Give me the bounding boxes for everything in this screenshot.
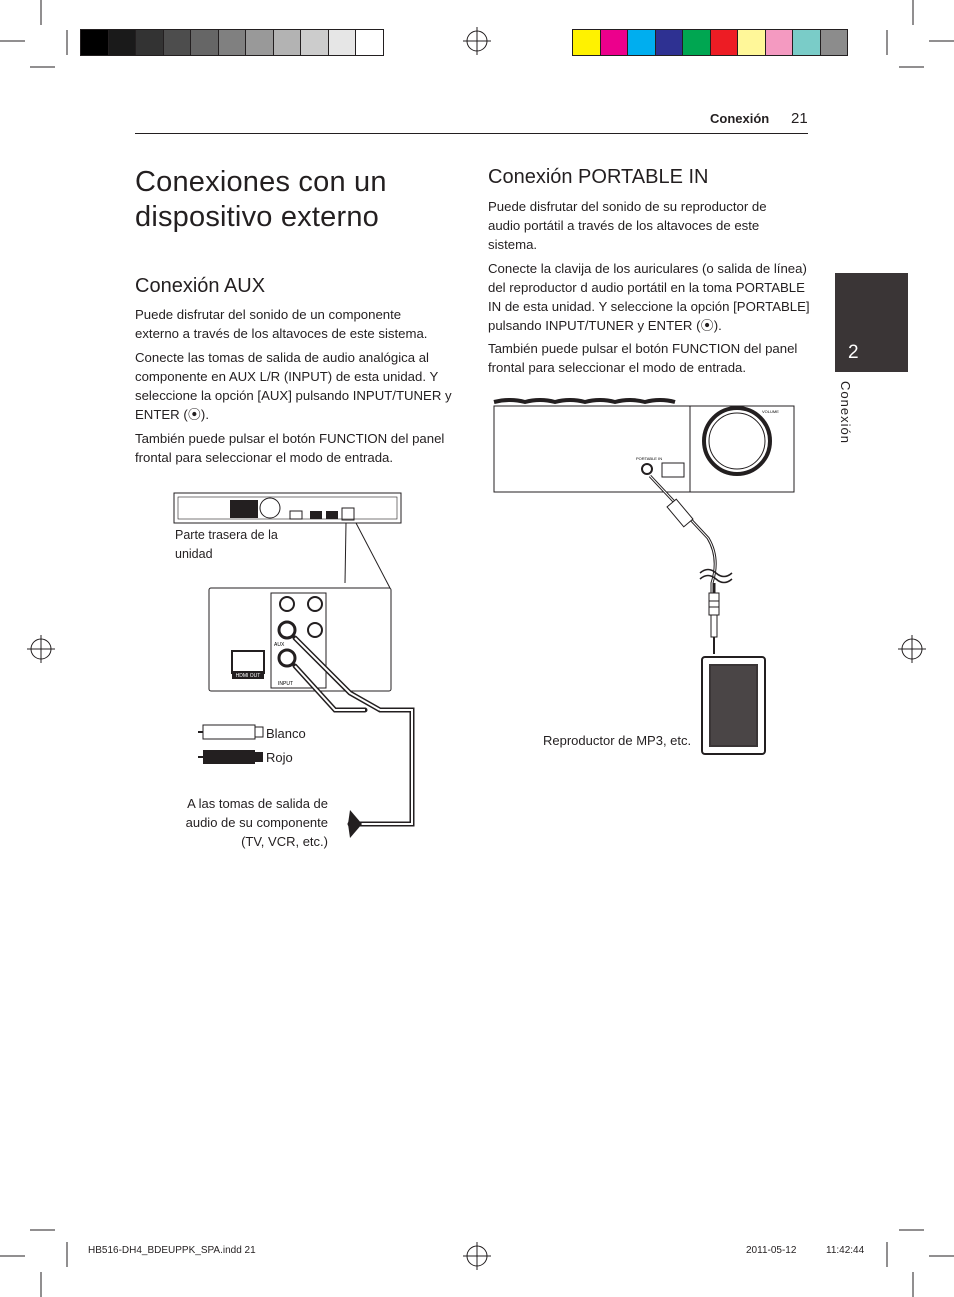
arrow-left-icon bbox=[348, 810, 362, 838]
hdmi-label: HDMI OUT bbox=[235, 673, 261, 679]
color-swatch bbox=[163, 29, 192, 56]
color-swatch bbox=[80, 29, 109, 56]
chapter-tab bbox=[835, 273, 908, 372]
portable-paragraph-3: También puede pulsar el botón FUNCTION del panel frontal para seleccionar el modo de entrada. bbox=[488, 341, 798, 375]
aux-paragraph-2: Conecte las tomas de salida de audio analógica al componente en AUX L/R (INPUT) de esta unidad. Y seleccione la opción [AUX] pulsando INPUT/TUNER y ENTER (⦿). bbox=[135, 350, 452, 422]
rear-panel-label: Parte trasera de la unidad bbox=[175, 528, 278, 561]
color-swatch bbox=[600, 29, 629, 56]
portable-connection-diagram bbox=[490, 398, 800, 758]
color-swatch bbox=[355, 29, 384, 56]
portable-heading: Conexión PORTABLE IN bbox=[488, 166, 709, 188]
volume-label: VOLUME bbox=[762, 409, 779, 414]
color-swatch bbox=[328, 29, 357, 56]
speaker-terminals bbox=[230, 500, 258, 518]
color-swatch bbox=[218, 29, 247, 56]
portable-in-label: PORTABLE IN bbox=[636, 456, 663, 461]
color-swatch bbox=[682, 29, 711, 56]
color-swatch bbox=[190, 29, 219, 56]
footer-time: 11:42:44 bbox=[826, 1245, 865, 1256]
unit-rear-panel bbox=[174, 493, 401, 523]
running-header-section: Conexión bbox=[710, 111, 770, 126]
white-rca-plug bbox=[203, 725, 255, 739]
footer-filename: HB516-DH4_BDEUPPK_SPA.indd 21 bbox=[88, 1245, 256, 1256]
aux-heading: Conexión AUX bbox=[135, 275, 266, 297]
chapter-number: 2 bbox=[848, 342, 859, 363]
mp3-player-label: Reproductor de MP3, etc. bbox=[543, 733, 692, 748]
color-swatch bbox=[627, 29, 656, 56]
usb-port bbox=[662, 463, 684, 477]
color-swatch bbox=[300, 29, 329, 56]
component-output-label: A las tomas de salida de audio de su componente (TV, VCR, etc.) bbox=[185, 796, 328, 849]
footer-date: 2011-05-12 bbox=[746, 1245, 797, 1256]
input-label: INPUT bbox=[278, 681, 293, 687]
audio-cable bbox=[650, 476, 732, 654]
red-rca-plug bbox=[203, 750, 255, 764]
color-swatch bbox=[765, 29, 794, 56]
portable-in-jack bbox=[642, 464, 652, 474]
color-swatch bbox=[820, 29, 849, 56]
color-swatch bbox=[572, 29, 601, 56]
aux-label: AUX bbox=[274, 642, 285, 648]
white-cable-label: Blanco bbox=[266, 726, 306, 741]
red-cable-label: Rojo bbox=[266, 750, 293, 765]
page-title: Conexiones con un dispositivo externo bbox=[135, 166, 387, 233]
aux-paragraph-1: Puede disfrutar del sonido de un componente externo a través de los altavoces de este sistema. bbox=[135, 307, 428, 341]
page-number: 21 bbox=[791, 110, 808, 127]
header-rule bbox=[135, 133, 808, 134]
portable-paragraph-1: Puede disfrutar del sonido de su reproductor de audio portátil a través de los altavoces de este sistema. bbox=[488, 199, 767, 252]
unit-front-panel bbox=[494, 406, 794, 492]
portable-paragraph-2: Conecte la clavija de los auriculares (o salida de línea) del reproductor d audio portátil en la toma PORTABLE IN de esta unidad. Y seleccione la opción [PORTABLE] pulsando INPUT/TUNER y ENTER (⦿). bbox=[488, 261, 810, 333]
color-swatch bbox=[245, 29, 274, 56]
color-swatch bbox=[792, 29, 821, 56]
aux-paragraph-3: También puede pulsar el botón FUNCTION del panel frontal para seleccionar el modo de entrada. bbox=[135, 431, 445, 465]
chapter-label: Conexión bbox=[838, 381, 853, 444]
volume-knob bbox=[704, 408, 770, 474]
color-swatch bbox=[737, 29, 766, 56]
color-swatch bbox=[108, 29, 137, 56]
color-swatch bbox=[655, 29, 684, 56]
hdmi-port bbox=[232, 651, 264, 673]
color-swatch bbox=[135, 29, 164, 56]
color-swatch bbox=[710, 29, 739, 56]
color-swatch bbox=[273, 29, 302, 56]
